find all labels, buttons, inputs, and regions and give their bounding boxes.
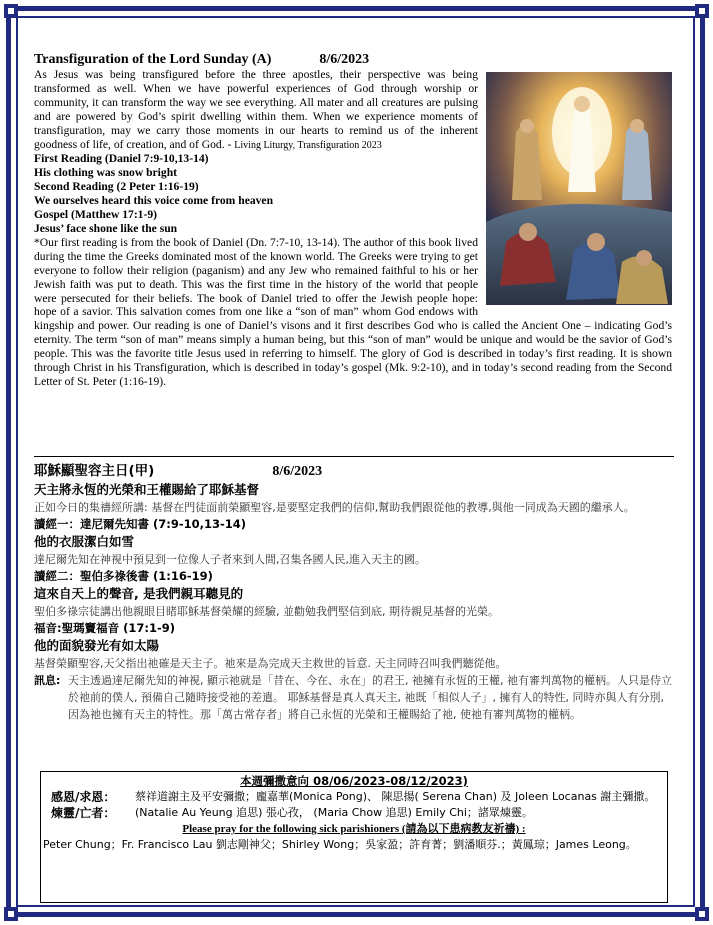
mass-intentions-box <box>40 771 668 903</box>
chinese-reading1-text: 達尼爾先知在神視中預見到一位像人子者來到人間,召集各國人民,進入天主的國。 <box>34 553 426 566</box>
title-text: Transfiguration of the Lord Sunday (A) <box>34 52 272 67</box>
chinese-reading2: 讀經二：聖伯多祿後書 (1:16-19) <box>34 569 213 583</box>
sick-list: Peter Chung；Fr. Francisco Lau 劉志剛神父；Shirley Wong；吳家盈；許育菁；劉潘順芬.；黃鳳琼；James Leong。 <box>43 838 637 851</box>
chinese-reading2-sub: 這來自天上的聲音, 是我們親耳聽見的 <box>34 586 244 601</box>
chinese-title <box>34 462 674 481</box>
chinese-notice <box>34 672 674 723</box>
title-date: 8/6/2023 <box>319 52 370 67</box>
gospel-theme: Jesus’ face shone like the sun <box>34 221 178 235</box>
english-section <box>34 52 672 389</box>
chinese-gospel-sub: 他的面貌發光有如太陽 <box>34 638 160 653</box>
chinese-title-text: 耶穌顯聖容主日(甲) <box>34 463 155 479</box>
thanks-row <box>41 789 667 805</box>
transfiguration-image <box>486 72 672 305</box>
notice-label: 訊息: <box>34 674 61 687</box>
thanks-label: 感恩/求恩： <box>51 790 116 804</box>
chinese-section <box>34 462 674 723</box>
chinese-gospel: 福音:聖瑪竇福音 (17:1-9) <box>34 621 175 635</box>
gospel-ref: Gospel (Matthew 17:1-9) <box>34 208 157 222</box>
corner-ornament <box>4 907 18 921</box>
notice-text: 天主透過達尼爾先知的神視, 顯示祂就是「昔在、今在、永在」的君王, 祂擁有永恆的王權, 祂有審判萬物的權柄。人只是侍立於祂前的僕人, 預備自己隨時接受祂的差遣。 耶穌基督是真人真天主, 祂既「相似人子」, 擁有人的特性, 同時亦與人有分別, 因為祂也擁有天主的特性。那「萬古常存者」將自己永恆的光榮和王權賜給了祂, 使祂有審判萬物的權柄。 <box>68 674 672 721</box>
corner-ornament <box>4 4 18 18</box>
corner-ornament <box>695 4 709 18</box>
commentary-paragraph: *Our first reading is from the book of Daniel (Dn. 7:7-10, 13-14). The author of this book lived during the time the Greeks dominated most of the known world. The Greeks were trying to get everyone to follow their religion (paganism) and any Jew who remained faithful to his or her Jewish faith was put to death. This was the first time in the history of the world that people were persecuted for their beliefs. The book of Daniel tried to offer the Jewish people hope: hope of a savior. This salvation comes from one like a “son of man” whom God endows with kingship and power. Our reading is one of Daniel’s visons and it first describes God who is called the Ancient One – indicating God’s eternity. The term “son of man” means simply a human being, but this “son of man” would be unique and would be the savior of God’s people. This was the favorite title Jesus used in referring to himself. The glory of God is described in today’s first reading. It is shown through Christ in his Transfiguration, which is described in today’s gospel (Mk. 9:2-10), and in today’s second reading from the Second Letter of St. Peter (1:16-19). <box>34 235 672 388</box>
second-reading-ref: Second Reading (2 Peter 1:16-19) <box>34 180 199 194</box>
english-body <box>34 68 672 389</box>
source-citation: Living Liturgy, Transfiguration 2023 <box>234 139 382 151</box>
sick-prayer-title: Please pray for the following sick parishioners (請為以下患病教友祈禱) : <box>182 823 526 835</box>
second-reading-theme: We ourselves heard this voice come from heaven <box>34 194 274 208</box>
chinese-reading1: 讀經一：達尼爾先知書 (7:9-10,13-14) <box>34 517 247 531</box>
corner-ornament <box>695 907 709 921</box>
chinese-reading2-text: 聖伯多祿宗徒講出他親眼目睹耶穌基督榮耀的經驗, 並勸勉我們堅信到底, 期待親見基督的光榮。 <box>34 605 499 618</box>
souls-label: 煉靈/亡者： <box>51 806 116 820</box>
english-title <box>34 52 672 68</box>
chinese-theme: 天主將永恆的光榮和王權賜給了耶穌基督 <box>34 482 260 497</box>
chinese-title-date: 8/6/2023 <box>272 464 323 479</box>
souls-text: (Natalie Au Yeung 追思) 張心孜， (Maria Chow 追思) Emily Chi；諸眾煉靈。 <box>135 806 533 819</box>
section-divider <box>34 456 674 457</box>
mass-intentions-title: 本週彌撒意向 08/06/2023-08/12/2023) <box>240 774 468 788</box>
first-reading-ref: First Reading (Daniel 7:9-10,13-14) <box>34 152 209 166</box>
souls-row <box>41 805 667 821</box>
chinese-theme-text: 正如今日的集禱經所講: 基督在門徒面前榮顯聖容,是要堅定我們的信仰,幫助我們跟從他的教導,與他一同成為天國的繼承人。 <box>34 501 635 514</box>
chinese-reading1-sub: 他的衣服潔白如雪 <box>34 534 135 549</box>
thanks-text: 蔡祥道謝主及平安彌撒；龐嘉華(Monica Pong)、 陳思揚( Serena Chan) 及 Joleen Locanas 謝主彌撒。 <box>135 790 656 803</box>
first-reading-theme: His clothing was snow bright <box>34 166 178 180</box>
intro-paragraph: As Jesus was being transfigured before the three apostles, their perspective was being transformed as well. When we have powerful experiences of God through worship or community, it can transform the way we see everything. All mater and all creatures are pulsing and are powered by God’s spirit dwelling within them. When we experience moments of transfiguration, may we carry those moments in our hearts to remind us of the inherent goodness of life, of creation, and of God. - <box>34 68 478 151</box>
chinese-gospel-text: 基督榮顯聖容,天父指出祂確是天主子。祂來是為完成天主救世的旨意. 天主同時召叫我們聽從他。 <box>34 657 507 670</box>
